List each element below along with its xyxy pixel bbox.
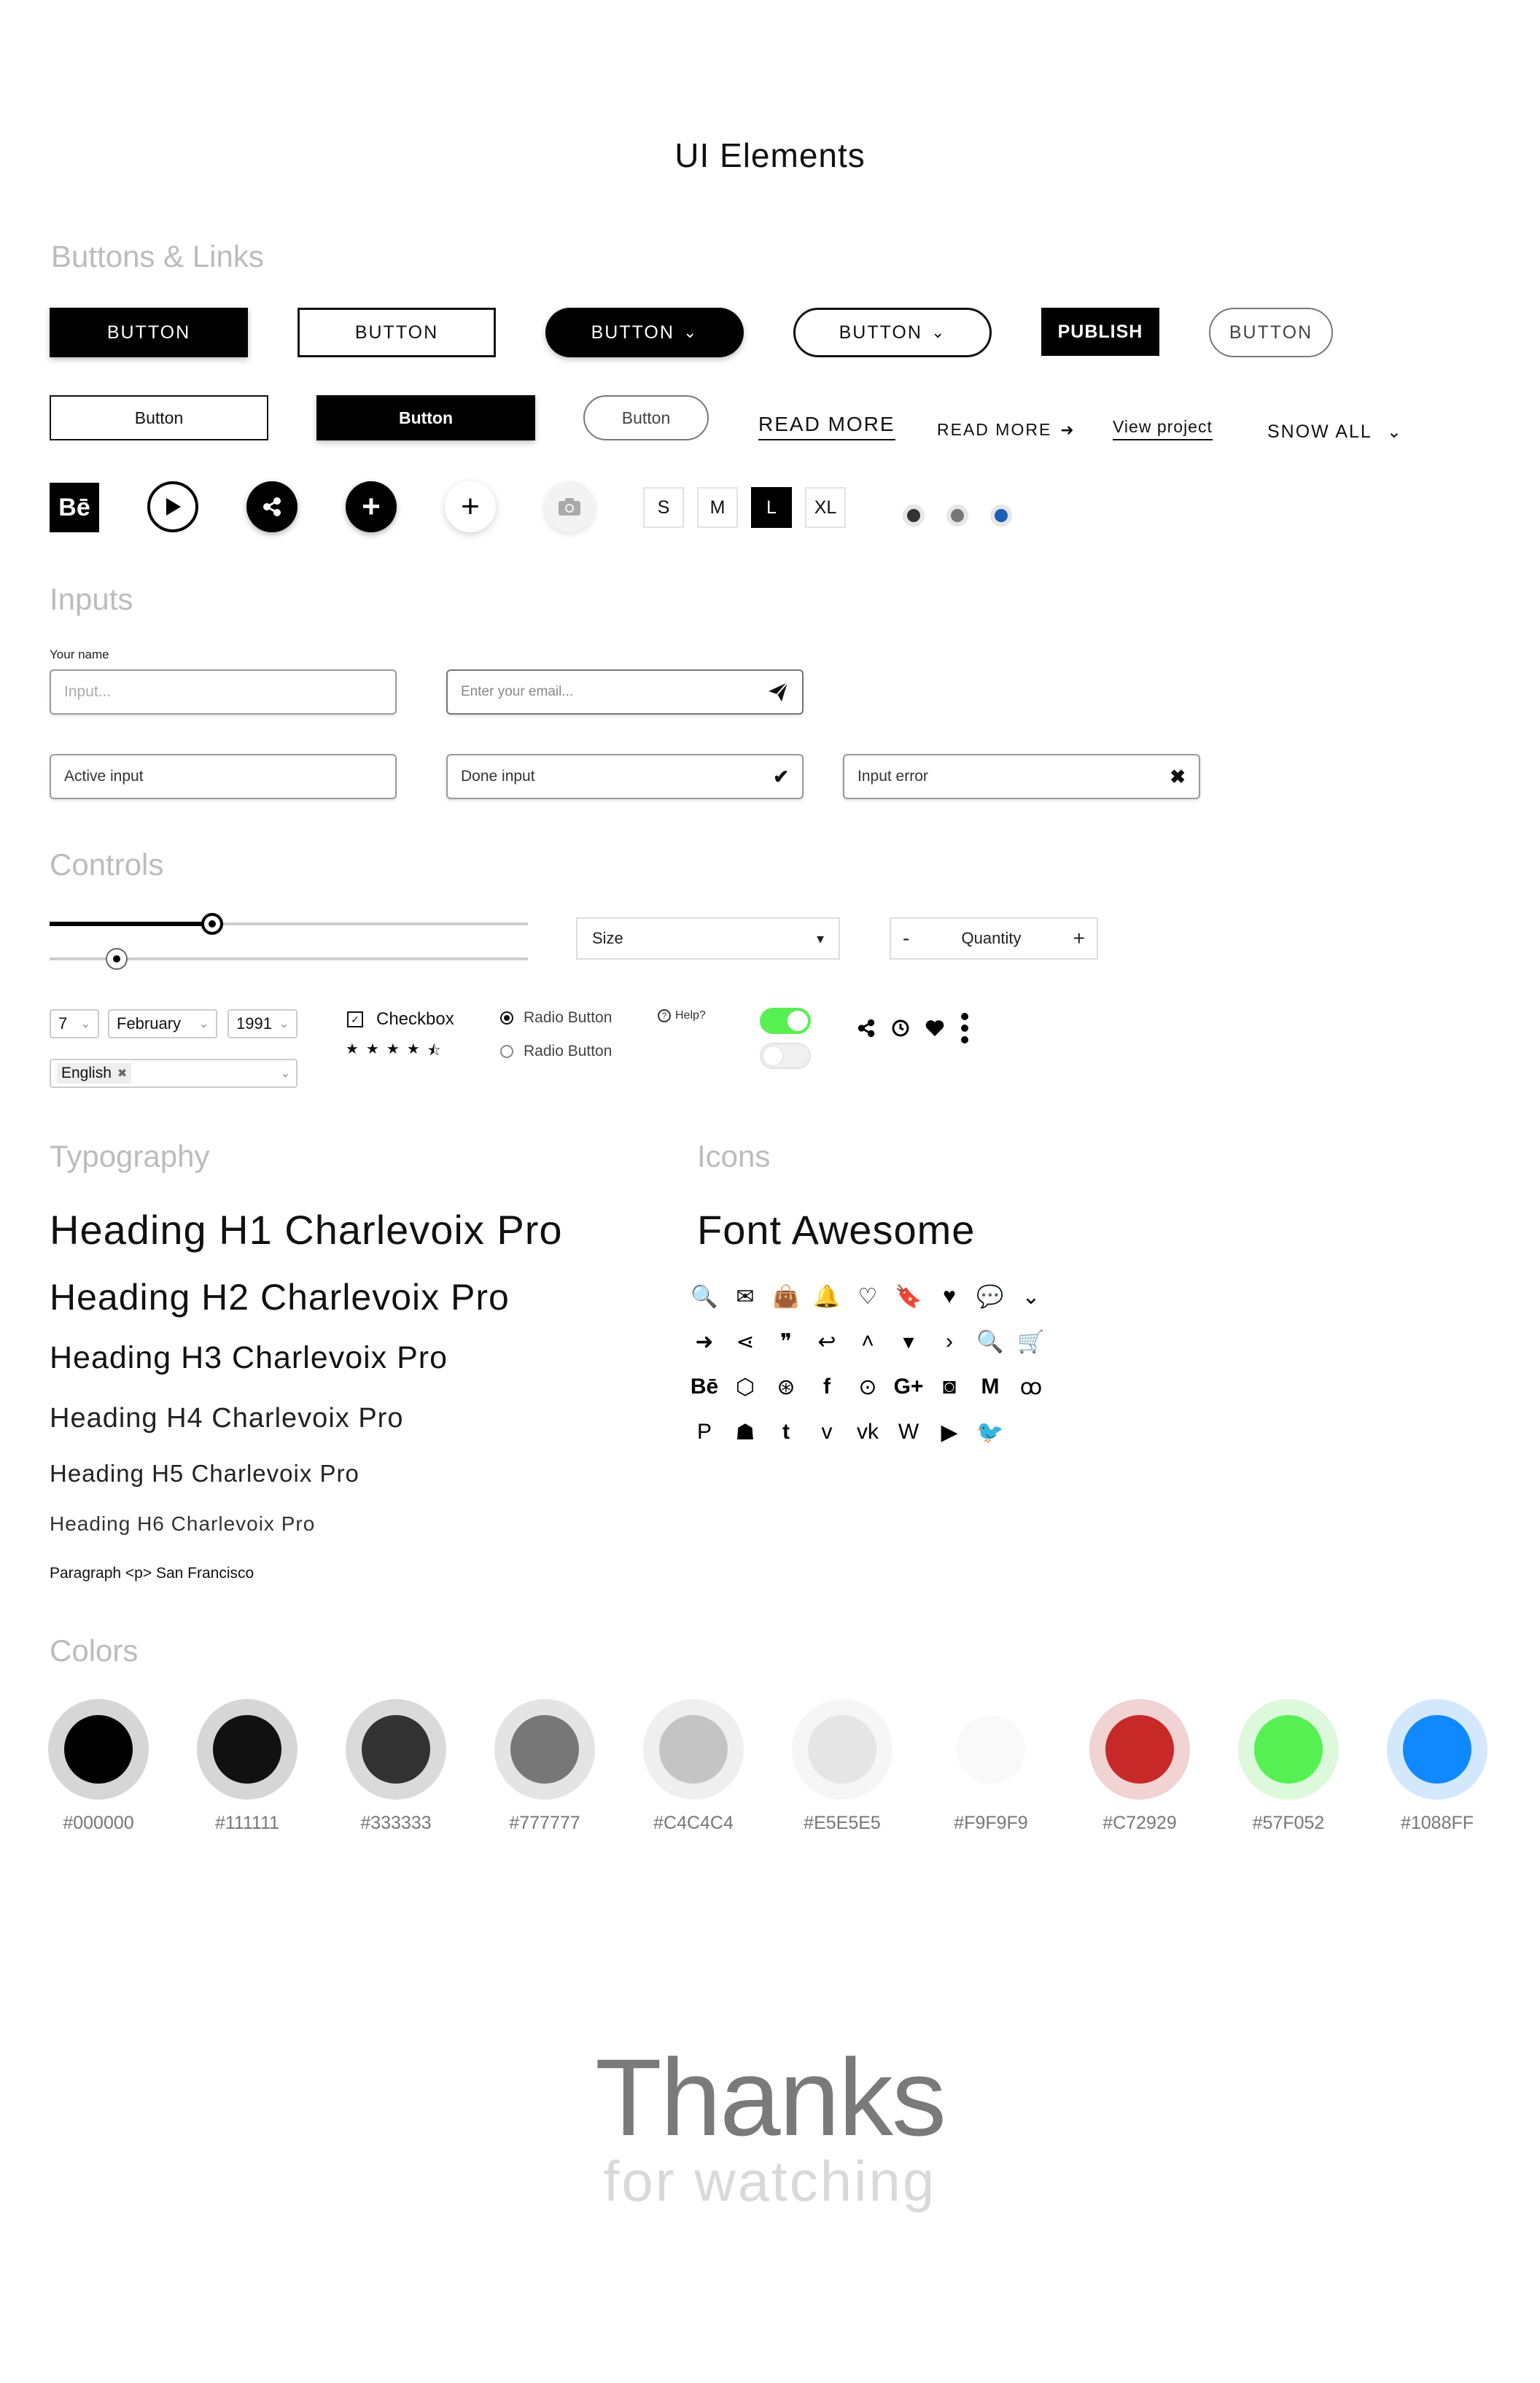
add-button-black[interactable] bbox=[346, 481, 397, 532]
swatch-ring bbox=[1238, 1699, 1339, 1800]
dropdown-button-black[interactable] bbox=[545, 308, 744, 357]
heart-icon: ♥ bbox=[943, 1284, 956, 1308]
radio-button-2-label: Radio Button bbox=[524, 1043, 612, 1060]
size-selector bbox=[643, 487, 846, 528]
quantity-minus-button[interactable]: - bbox=[903, 927, 910, 949]
medium-icon: M bbox=[981, 1375, 1000, 1399]
month-select[interactable] bbox=[108, 1009, 217, 1038]
dropdown-button-black-label: BUTTON bbox=[591, 322, 674, 343]
chevron-down-icon: ⌄ bbox=[1022, 1284, 1041, 1309]
year-select-value: 1991 bbox=[236, 1014, 272, 1033]
clock-icon[interactable] bbox=[891, 1019, 910, 1038]
year-select[interactable] bbox=[228, 1009, 298, 1038]
section-title-buttons: Buttons & Links bbox=[51, 239, 264, 273]
star-icon[interactable]: ★ bbox=[386, 1041, 400, 1057]
google-plus-icon: G+ bbox=[893, 1375, 924, 1399]
close-icon[interactable]: ✖ bbox=[117, 1068, 128, 1080]
dribbble-icon: ⊛ bbox=[777, 1375, 796, 1399]
color-swatch bbox=[1382, 1699, 1492, 1834]
read-more-arrow-label: READ MORE bbox=[937, 420, 1052, 439]
chevron-down-icon: ⌄ bbox=[280, 1068, 290, 1080]
section-title-inputs: Inputs bbox=[50, 582, 133, 616]
star-rating[interactable] bbox=[346, 1040, 441, 1065]
snapchat-icon: ☗ bbox=[735, 1420, 755, 1445]
add-button-white[interactable] bbox=[445, 481, 496, 532]
swatch-label: #1088FF bbox=[1400, 1813, 1474, 1833]
radio-button-1[interactable] bbox=[500, 1009, 612, 1027]
button-black[interactable]: BUTTON bbox=[50, 308, 248, 357]
star-icon[interactable]: ★ bbox=[406, 1041, 420, 1057]
behance-icon: Bē bbox=[58, 493, 90, 521]
swatch-label: #57F052 bbox=[1252, 1813, 1325, 1833]
swatch-label: #E5E5E5 bbox=[804, 1813, 881, 1833]
twitter-icon: 🐦 bbox=[976, 1420, 1004, 1445]
color-selector bbox=[903, 505, 1012, 526]
color-swatch bbox=[936, 1699, 1046, 1834]
size-select[interactable] bbox=[576, 917, 840, 960]
button-small-outline[interactable]: Button bbox=[50, 395, 268, 440]
color-dot-2[interactable] bbox=[946, 505, 968, 526]
swatch-label: #777777 bbox=[509, 1813, 580, 1833]
search-icon: 🔍 bbox=[976, 1329, 1004, 1354]
swatch-color bbox=[1105, 1715, 1174, 1784]
caret-down-icon: ▾ bbox=[816, 930, 824, 947]
done-input-value: Done input bbox=[461, 768, 535, 785]
swatch-ring bbox=[1089, 1699, 1190, 1800]
swatch-color bbox=[659, 1715, 728, 1784]
swatch-label: #333333 bbox=[360, 1813, 432, 1833]
slider-2-thumb[interactable] bbox=[106, 948, 128, 970]
vk-icon: vk bbox=[857, 1420, 879, 1444]
bookmark-icon: 🔖 bbox=[895, 1284, 922, 1309]
vimeo-icon: v bbox=[821, 1420, 833, 1444]
star-half-icon[interactable]: ⯪ bbox=[427, 1043, 441, 1059]
view-project-link[interactable]: View project bbox=[1113, 417, 1213, 440]
chevron-down-icon: ⌄ bbox=[682, 323, 699, 341]
play-icon bbox=[163, 497, 182, 517]
radio-button-1-label: Radio Button bbox=[524, 1009, 612, 1026]
more-vertical-icon[interactable] bbox=[960, 1012, 970, 1044]
color-swatch bbox=[788, 1699, 897, 1834]
button-outline[interactable]: BUTTON bbox=[298, 308, 496, 357]
codepen-icon: ⬡ bbox=[735, 1375, 755, 1399]
chevron-down-icon: ⌄ bbox=[198, 1018, 209, 1030]
size-option-xl[interactable]: XL bbox=[805, 487, 846, 528]
tumblr-icon: t bbox=[782, 1420, 790, 1444]
chevron-down-icon: ⌄ bbox=[1386, 422, 1403, 442]
swatch-label: #C4C4C4 bbox=[653, 1813, 734, 1833]
quantity-stepper[interactable] bbox=[890, 917, 1098, 960]
search-icon: 🔍 bbox=[691, 1284, 718, 1309]
plus-icon: + bbox=[362, 489, 381, 524]
swatch-color bbox=[1403, 1715, 1471, 1784]
thanks-heading: Thanks bbox=[595, 2036, 945, 2158]
question-icon: ? bbox=[658, 1009, 671, 1022]
help-link[interactable] bbox=[658, 1009, 706, 1022]
swatch-color bbox=[64, 1715, 133, 1784]
icon-row-3 bbox=[690, 1372, 1046, 1402]
heading-h4: Heading H4 Charlevoix Pro bbox=[50, 1403, 404, 1434]
behance-icon: Bē bbox=[690, 1375, 719, 1399]
swatch-label: #111111 bbox=[214, 1813, 280, 1833]
section-title-controls: Controls bbox=[50, 847, 164, 882]
camera-button[interactable] bbox=[544, 481, 595, 532]
swatch-ring bbox=[792, 1699, 892, 1800]
publish-button[interactable]: PUBLISH bbox=[1041, 308, 1159, 356]
language-tag bbox=[57, 1063, 131, 1084]
instagram-icon: ◙ bbox=[942, 1375, 957, 1399]
quote-icon: ❞ bbox=[779, 1329, 793, 1354]
star-icon[interactable]: ★ bbox=[346, 1041, 359, 1057]
heading-h1: Heading H1 Charlevoix Pro bbox=[50, 1207, 563, 1253]
swatch-ring bbox=[643, 1699, 744, 1800]
wikipedia-icon: W bbox=[898, 1420, 919, 1444]
cart-icon: 🛒 bbox=[1017, 1329, 1045, 1354]
toggle-off-knob bbox=[763, 1046, 783, 1066]
your-name-label: Your name bbox=[50, 648, 109, 661]
send-icon[interactable] bbox=[767, 681, 789, 703]
color-swatch bbox=[341, 1699, 451, 1834]
share-icon[interactable] bbox=[856, 1018, 876, 1038]
paragraph-sample: Paragraph <p> San Francisco bbox=[50, 1565, 254, 1582]
checkbox-icon[interactable]: ✓ bbox=[347, 1011, 363, 1027]
envelope-icon: ✉ bbox=[736, 1284, 755, 1309]
slider-1-thumb[interactable] bbox=[201, 913, 223, 935]
button-small-pill[interactable]: Button bbox=[583, 395, 709, 440]
quantity-plus-button[interactable]: + bbox=[1073, 927, 1085, 949]
day-select[interactable] bbox=[50, 1009, 99, 1038]
heart-icon[interactable] bbox=[925, 1019, 945, 1038]
button-small-black[interactable]: Button bbox=[316, 395, 535, 440]
error-input-value: Input error bbox=[858, 768, 928, 785]
swatch-ring bbox=[1387, 1699, 1488, 1800]
radio-checked-icon[interactable] bbox=[500, 1011, 513, 1025]
chevron-down-icon: ⌄ bbox=[930, 323, 946, 341]
swatch-label: #F9F9F9 bbox=[954, 1813, 1028, 1833]
play-button[interactable] bbox=[147, 481, 198, 532]
youtube-icon: ▶ bbox=[941, 1420, 958, 1445]
swatch-color bbox=[362, 1715, 430, 1784]
heading-h5: Heading H5 Charlevoix Pro bbox=[50, 1460, 359, 1487]
name-input-placeholder: Input... bbox=[64, 683, 112, 700]
size-select-value: Size bbox=[592, 929, 623, 947]
odnoklassniki-icon: ꝏ bbox=[1019, 1375, 1043, 1399]
toggle-on-knob bbox=[788, 1011, 808, 1031]
color-swatch bbox=[639, 1699, 748, 1834]
color-swatch bbox=[1234, 1699, 1343, 1834]
icon-row-4 bbox=[690, 1418, 1046, 1447]
check-icon: ✔ bbox=[773, 765, 789, 788]
section-title-colors: Colors bbox=[50, 1633, 139, 1668]
pinterest-icon: P bbox=[696, 1420, 712, 1444]
github-icon: ⊙ bbox=[858, 1375, 877, 1399]
toggle-off[interactable] bbox=[760, 1043, 811, 1069]
radio-unchecked-icon[interactable] bbox=[500, 1045, 513, 1058]
color-swatch bbox=[1085, 1699, 1194, 1834]
icon-row-2 bbox=[690, 1327, 1046, 1356]
color-swatch bbox=[192, 1699, 302, 1834]
month-select-value: February bbox=[117, 1014, 182, 1033]
reply-icon: ↩ bbox=[817, 1329, 836, 1354]
page-title: UI Elements bbox=[674, 136, 866, 174]
checkbox[interactable] bbox=[347, 1009, 454, 1030]
heart-outline-icon: ♡ bbox=[858, 1284, 878, 1309]
day-select-value: 7 bbox=[58, 1014, 68, 1033]
behance-button[interactable] bbox=[50, 483, 99, 532]
chevron-up-icon: ˄ bbox=[861, 1329, 874, 1353]
button-pill-grey[interactable]: BUTTON bbox=[1209, 308, 1333, 357]
star-icon[interactable]: ★ bbox=[365, 1041, 379, 1057]
swatch-ring bbox=[494, 1699, 595, 1800]
checkbox-label: Checkbox bbox=[376, 1009, 454, 1029]
show-all-link[interactable] bbox=[1267, 421, 1403, 443]
active-input-value: Active input bbox=[64, 768, 144, 785]
swatch-label: #C72929 bbox=[1102, 1813, 1177, 1833]
slider-1[interactable] bbox=[50, 913, 528, 935]
share-icon: ⋖ bbox=[736, 1329, 755, 1354]
language-tag-label: English bbox=[61, 1065, 112, 1081]
size-option-l[interactable]: L bbox=[751, 487, 792, 528]
arrow-right-icon: ➜ bbox=[695, 1329, 714, 1354]
size-option-m[interactable]: M bbox=[697, 487, 738, 528]
swatch-ring bbox=[48, 1699, 149, 1800]
done-input[interactable] bbox=[446, 754, 804, 799]
swatch-color bbox=[1254, 1715, 1323, 1784]
quantity-label: Quantity bbox=[961, 929, 1022, 947]
radio-button-2[interactable] bbox=[500, 1043, 612, 1060]
chevron-right-icon: › bbox=[946, 1329, 953, 1353]
email-input-placeholder: Enter your email... bbox=[461, 684, 574, 699]
action-icons bbox=[856, 1012, 970, 1044]
swatch-color bbox=[808, 1715, 876, 1784]
swatch-ring bbox=[941, 1699, 1041, 1800]
active-input[interactable] bbox=[50, 754, 397, 799]
camera-icon bbox=[557, 497, 582, 517]
color-swatches bbox=[44, 1699, 1492, 1834]
name-input[interactable] bbox=[50, 669, 397, 715]
close-icon[interactable]: ✖ bbox=[1170, 765, 1186, 788]
swatch-ring bbox=[346, 1699, 446, 1800]
swatch-color bbox=[510, 1715, 579, 1784]
share-button[interactable] bbox=[246, 481, 298, 532]
arrow-right-icon: ➜ bbox=[1060, 420, 1076, 439]
facebook-icon: f bbox=[823, 1375, 831, 1399]
bell-icon: 🔔 bbox=[813, 1284, 841, 1309]
heading-h3: Heading H3 Charlevoix Pro bbox=[50, 1340, 448, 1375]
color-dot-1[interactable] bbox=[903, 505, 925, 526]
email-input[interactable] bbox=[446, 669, 804, 715]
toggle-on[interactable] bbox=[760, 1008, 811, 1034]
plus-icon: + bbox=[461, 489, 480, 524]
dropdown-button-outline-label: BUTTON bbox=[839, 322, 922, 343]
slider-2[interactable] bbox=[50, 948, 528, 970]
shopping-bag-icon: 👜 bbox=[772, 1284, 800, 1309]
swatch-label: #000000 bbox=[63, 1813, 134, 1833]
swatch-ring bbox=[197, 1699, 298, 1800]
dropdown-button-outline[interactable] bbox=[793, 308, 992, 357]
show-all-label: SNOW ALL bbox=[1267, 421, 1372, 442]
icon-grid bbox=[690, 1282, 1046, 1463]
share-icon bbox=[261, 496, 283, 518]
heading-h6: Heading H6 Charlevoix Pro bbox=[50, 1512, 316, 1535]
chevron-down-icon: ⌄ bbox=[279, 1018, 289, 1030]
color-swatch bbox=[44, 1699, 153, 1834]
swatch-color bbox=[957, 1715, 1025, 1784]
read-more-arrow-link[interactable] bbox=[937, 420, 1076, 440]
language-multiselect[interactable] bbox=[50, 1059, 298, 1088]
icon-row-1 bbox=[690, 1282, 1046, 1311]
heading-h2: Heading H2 Charlevoix Pro bbox=[50, 1277, 510, 1318]
section-title-icons: Icons bbox=[697, 1139, 771, 1173]
swatch-color bbox=[213, 1715, 281, 1784]
read-more-link[interactable]: READ MORE bbox=[758, 413, 895, 440]
color-swatch bbox=[490, 1699, 599, 1834]
comment-icon: 💬 bbox=[976, 1284, 1004, 1309]
section-title-typography: Typography bbox=[50, 1139, 210, 1173]
color-dot-3[interactable] bbox=[990, 505, 1012, 526]
chevron-down-icon: ⌄ bbox=[80, 1018, 90, 1030]
thanks-subtitle: for watching bbox=[603, 2149, 937, 2213]
font-awesome-heading: Font Awesome bbox=[697, 1207, 976, 1253]
slider-1-fill bbox=[50, 922, 212, 926]
caret-down-icon: ▾ bbox=[903, 1329, 914, 1354]
error-input[interactable] bbox=[843, 754, 1200, 799]
help-label: Help? bbox=[675, 1009, 706, 1022]
size-option-s[interactable]: S bbox=[643, 487, 684, 528]
